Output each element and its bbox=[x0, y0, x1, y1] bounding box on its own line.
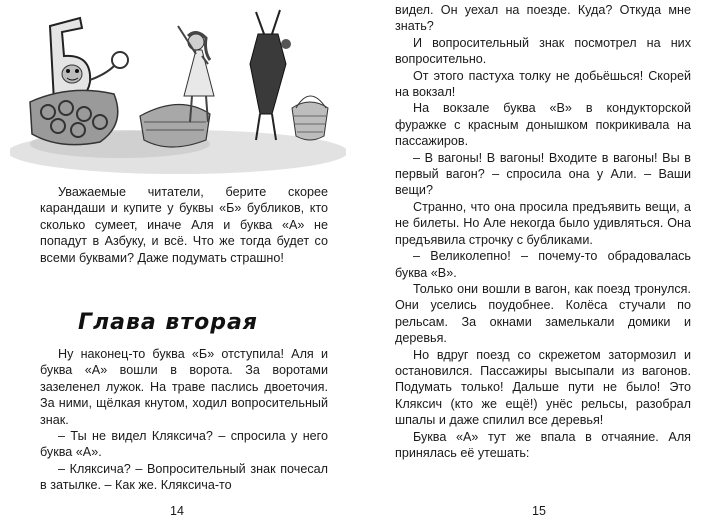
letter-b-character bbox=[30, 18, 128, 145]
paragraph: Ну наконец-то буква «Б» отступила! Аля и буква «А» вошли в ворота. За воротами зазеленел лужок. На траве паслись двоеточия. За ними, щёлкая кнутом, ходил вопросительный знак. bbox=[40, 347, 328, 427]
illustration bbox=[10, 4, 346, 174]
paragraph: Только они вошли в вагон, как поезд тронулся. Они уселись поудобнее. Колёса стучали по рельсам. За окнами замелькали домики и деревья. bbox=[395, 281, 691, 346]
paragraph: видел. Он уехал на поезде. Куда? Откуда мне знать? bbox=[395, 3, 691, 34]
right-page-text bbox=[395, 2, 691, 461]
paragraph: Уважаемые читатели, берите скорее карандаши и купите у буквы «Б» бубликов, кто сколько сумеет, иначе Аля и буква «А» не попадут в Азбуку, и всё. Что же тогда будет со всеми буквами? Даже подумать страшно! bbox=[40, 185, 328, 265]
intro-text bbox=[40, 184, 328, 266]
paragraph: Но вдруг поезд со скрежетом затормозил и остановился. Пассажиры высыпали из вагонов. Подумать только! Дальше пути не было! Это Кляксич (кто же ещё!) унёс рельсы, разобрал шпалы и даже спилил все деревья! bbox=[395, 347, 691, 428]
paragraph: – В вагоны! В вагоны! Входите в вагоны! Вы в первый вагон? – спросила она у Али. – Ваши вещи? bbox=[395, 150, 691, 198]
paragraph: – Великолепно! – почему-то обрадовалась буква «В». bbox=[395, 249, 691, 280]
paragraph: Странно, что она просила предъявить вещи, а не билеты. Но Але некогда было удивляться. Она предъявила строчку с бубликами. bbox=[395, 199, 691, 247]
right-page bbox=[359, 0, 718, 532]
paragraph: От этого пастуха толку не добьёшься! Скорей на вокзал! bbox=[395, 68, 691, 100]
letter-a-character bbox=[250, 10, 291, 140]
bag bbox=[140, 104, 210, 147]
page-number-left: 14 bbox=[170, 504, 184, 518]
paragraph: И вопросительный знак посмотрел на них вопросительно. bbox=[395, 35, 691, 67]
paragraph: – Ты не видел Кляксича? – спросила у него буква «А». bbox=[40, 429, 328, 460]
basket bbox=[292, 96, 328, 140]
page-number-right: 15 bbox=[532, 504, 546, 518]
chapter-text bbox=[40, 346, 328, 494]
chapter-title: Глава вторая bbox=[78, 310, 258, 335]
chapter-heading bbox=[78, 308, 278, 344]
paragraph: Буква «А» тут же впала в отчаяние. Аля принялась её утешать: bbox=[395, 429, 691, 460]
paragraph: На вокзале буква «В» в кондукторской фуражке с красным донышком покрикивала на пассажиров. bbox=[395, 101, 691, 149]
paragraph: – Кляксича? – Вопросительный знак почесал в затылке. – Как же. Кляксича-то bbox=[40, 461, 328, 493]
